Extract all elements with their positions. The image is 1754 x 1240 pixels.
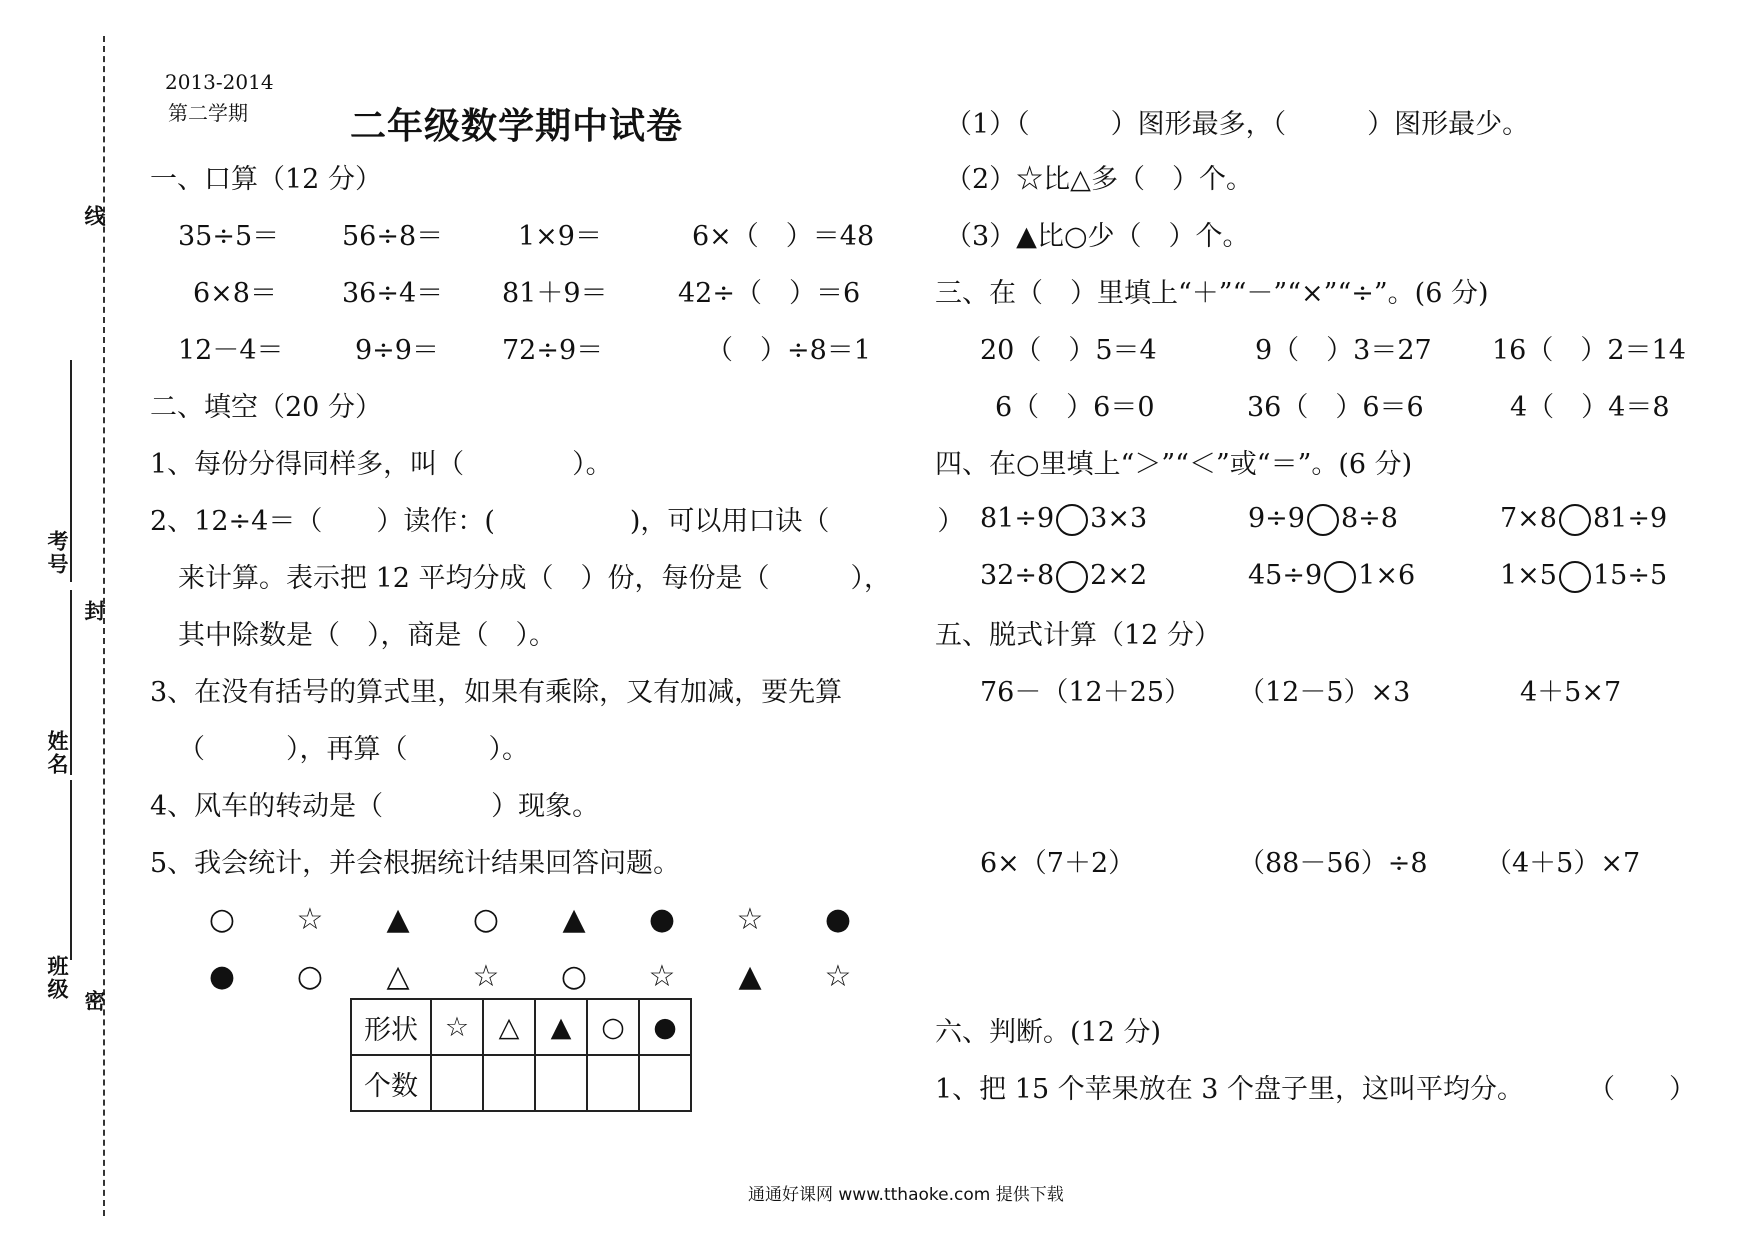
table-answer-cell[interactable]: [639, 1055, 691, 1111]
compare-circle[interactable]: [1324, 561, 1356, 593]
step-calc-item: 6×（7＋2）: [980, 848, 1136, 879]
compare-item: 7×8 81÷9: [1500, 503, 1668, 534]
binding-label-xian: 线: [82, 205, 107, 228]
calc-item: 1×9＝: [518, 221, 602, 252]
compare-circle[interactable]: [1307, 504, 1339, 536]
compare-item: 81÷9 3×3: [980, 503, 1148, 534]
table-answer-cell[interactable]: [587, 1055, 639, 1111]
shape-icon: ☆: [648, 959, 676, 994]
shape-icon: ○: [560, 959, 588, 994]
shape-count-table: [350, 998, 692, 1112]
compare-circle[interactable]: [1056, 504, 1088, 536]
compare-item: 9÷9 8÷8: [1248, 503, 1398, 534]
shape-row-1: [207, 902, 853, 937]
calc-item: 9÷9＝: [355, 335, 439, 366]
step-calc-item: （4＋5）×7: [1485, 848, 1641, 879]
binding-label-feng: 封: [82, 600, 107, 623]
compare-item: 32÷8 2×2: [980, 560, 1148, 591]
fill-q5: 5、我会统计，并会根据统计结果回答问题。: [150, 848, 681, 879]
fill-q3-line1: 3、在没有括号的算式里，如果有乘除，又有加减，要先算: [150, 677, 843, 708]
fill-q2-line3: 其中除数是（ ），商是（ ）。: [178, 620, 556, 651]
shape-icon: △: [386, 959, 410, 994]
operator-item: 9（ ）3＝27: [1255, 335, 1432, 366]
shape-icon: ○: [208, 902, 236, 937]
fill-q2-line2: 来计算。表示把 12 平均分成（ ）份，每份是（ ），: [178, 563, 892, 594]
table-row: [351, 1055, 691, 1111]
shape-icon: ☆: [472, 959, 500, 994]
name-label: 姓名: [45, 730, 70, 776]
stat-sub2: （2）☆比△多（ ）个。: [945, 164, 1253, 195]
judge-q1-bracket[interactable]: （ ）: [1588, 1074, 1696, 1105]
shape-icon: ☆: [296, 902, 324, 937]
fill-q1: 1、每份分得同样多，叫（ ）。: [150, 449, 613, 480]
class-underline: [70, 780, 72, 960]
calc-item: 35÷5＝: [178, 221, 280, 252]
calc-item: 6×（ ）＝48: [692, 221, 875, 252]
operator-item: 16（ ）2＝14: [1492, 335, 1686, 366]
shape-icon: ▲: [738, 959, 762, 994]
fill-q3-line2: （ ），再算（ ）。: [178, 734, 529, 765]
compare-item: 1×5 15÷5: [1500, 560, 1668, 591]
sec6-heading: 六、判断。(12 分): [935, 1017, 1162, 1048]
calc-item: 81＋9＝: [502, 278, 608, 309]
calc-item: 12－4＝: [178, 335, 284, 366]
shape-row-2: [207, 959, 853, 994]
shape-icon: ▲: [386, 902, 410, 937]
table-answer-cell[interactable]: [535, 1055, 587, 1111]
compare-circle[interactable]: [1559, 561, 1591, 593]
sec4-heading: 四、在○里填上“＞”“＜”或“＝”。(6 分): [935, 449, 1413, 480]
shape-icon: ☆: [824, 959, 852, 994]
shape-icon: ▲: [562, 902, 586, 937]
fill-q4: 4、风车的转动是（ ）现象。: [150, 791, 600, 822]
calc-item: 72÷9＝: [502, 335, 604, 366]
shape-icon: ●: [648, 902, 676, 937]
table-answer-cell[interactable]: [483, 1055, 535, 1111]
calc-item: 36÷4＝: [342, 278, 444, 309]
semester: 第二学期: [168, 101, 248, 125]
exam-number-label: 考号: [45, 530, 70, 576]
table-cell: △: [483, 999, 535, 1055]
operator-item: 20（ ）5＝4: [980, 335, 1157, 366]
operator-item: 36（ ）6＝6: [1247, 392, 1424, 423]
stat-sub1: （1）（ ）图形最多，（ ）图形最少。: [945, 109, 1530, 140]
footer-source: 通通好课网 www.tthaoke.com 提供下载: [748, 1185, 1064, 1205]
compare-circle[interactable]: [1559, 504, 1591, 536]
sec5-heading: 五、脱式计算（12 分）: [935, 620, 1221, 651]
class-label: 班级: [45, 955, 70, 1001]
table-row: [351, 999, 691, 1055]
step-calc-item: 76－（12＋25）: [980, 677, 1192, 708]
calc-item: 6×8＝: [193, 278, 277, 309]
shape-icon: ●: [208, 959, 236, 994]
fill-q2-line1: 2、12÷4＝（ ）读作：( )，可以用口诀（ ）: [150, 506, 965, 537]
step-calc-item: （12－5）×3: [1238, 677, 1411, 708]
page-title: 二年级数学期中试卷: [350, 105, 684, 147]
shape-icon: ○: [472, 902, 500, 937]
compare-circle[interactable]: [1056, 561, 1088, 593]
calc-item: 42÷（ ）＝6: [678, 278, 861, 309]
shape-icon: ●: [824, 902, 852, 937]
calc-item: （ ）÷8＝1: [706, 335, 871, 366]
sec2-heading: 二、填空（20 分）: [150, 392, 382, 423]
table-header-count: 个数: [351, 1055, 431, 1111]
sec3-heading: 三、在（ ）里填上“＋”“－”“×”“÷”。(6 分): [935, 278, 1489, 309]
table-cell: ●: [639, 999, 691, 1055]
table-cell: ▲: [535, 999, 587, 1055]
table-cell: ○: [587, 999, 639, 1055]
judge-q1: 1、把 15 个苹果放在 3 个盘子里，这叫平均分。: [935, 1074, 1525, 1105]
shape-icon: ☆: [736, 902, 764, 937]
operator-item: 4（ ）4＝8: [1510, 392, 1670, 423]
stat-sub3: （3）▲比○少（ ）个。: [945, 221, 1250, 252]
table-header-shape: 形状: [351, 999, 431, 1055]
school-year: 2013-2014: [165, 70, 274, 94]
table-answer-cell[interactable]: [431, 1055, 483, 1111]
table-cell: ☆: [431, 999, 483, 1055]
binding-label-mi: 密: [82, 990, 107, 1013]
step-calc-item: 4＋5×7: [1520, 677, 1622, 708]
sec1-heading: 一、口算（12 分）: [150, 164, 382, 195]
compare-item: 45÷9 1×6: [1248, 560, 1416, 591]
step-calc-item: （88－56）÷8: [1238, 848, 1428, 879]
operator-item: 6（ ）6＝0: [995, 392, 1155, 423]
shape-icon: ○: [296, 959, 324, 994]
calc-item: 56÷8＝: [342, 221, 444, 252]
